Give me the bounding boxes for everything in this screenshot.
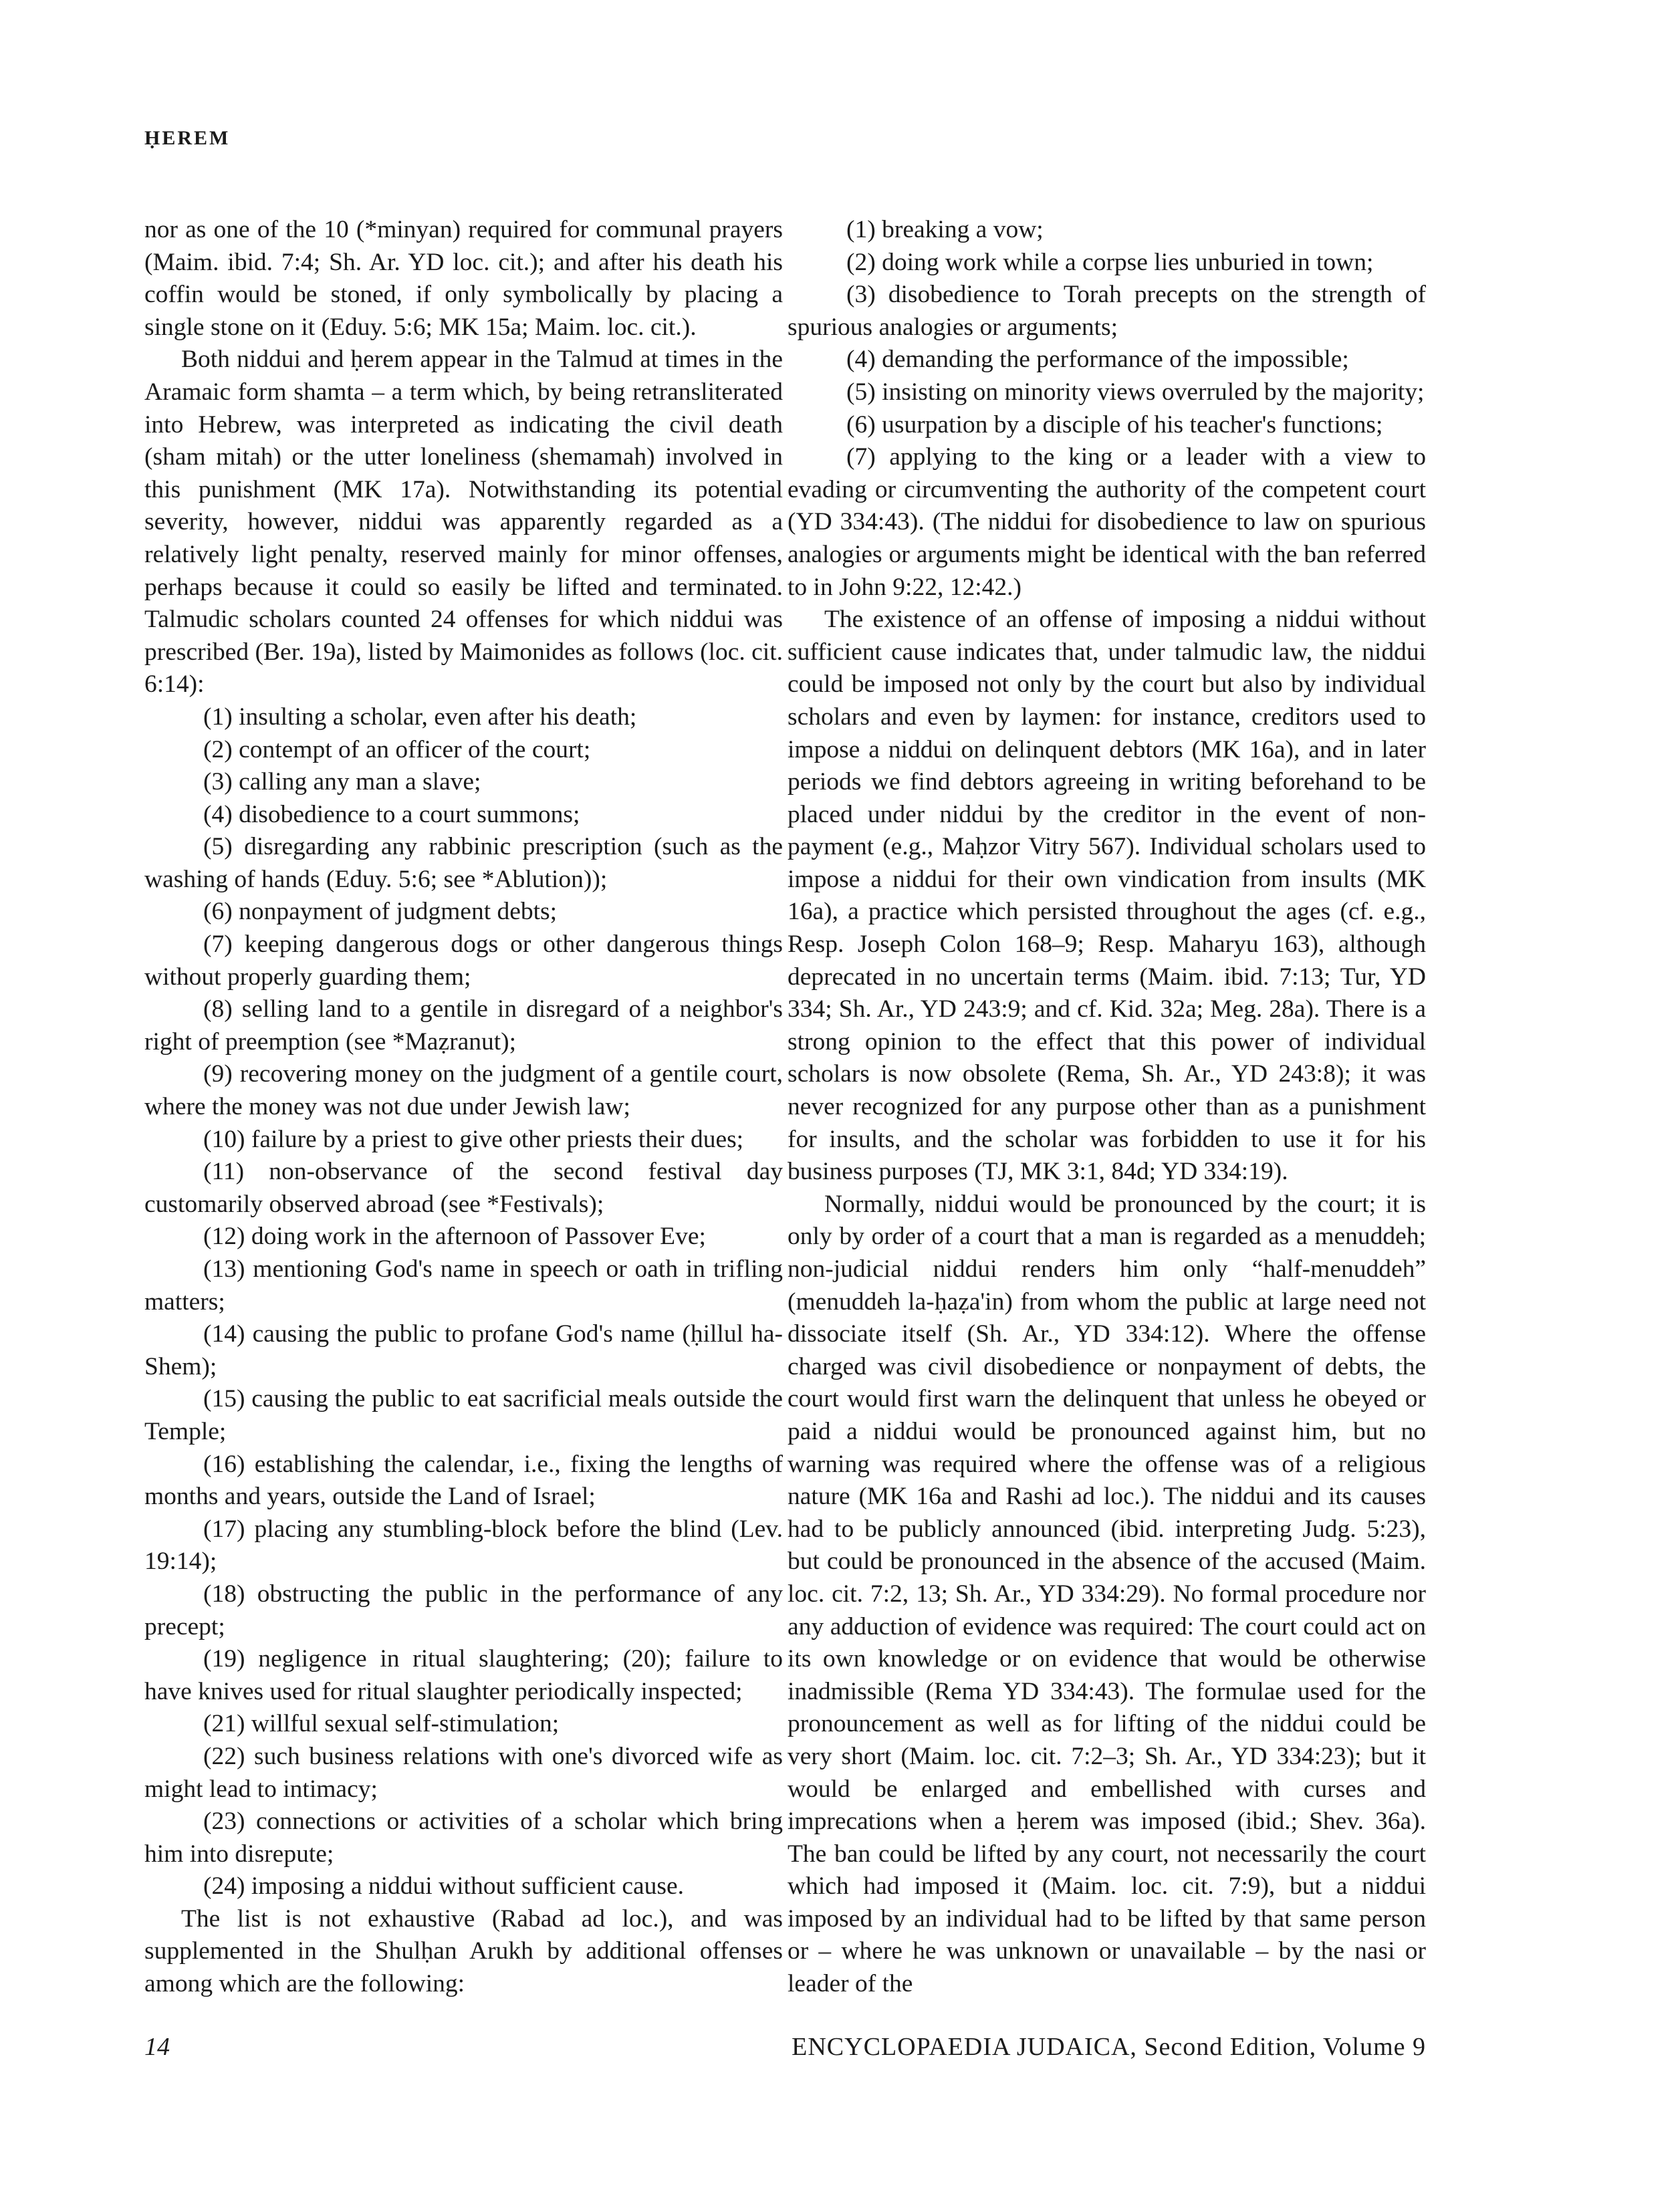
- paragraph: The existence of an offense of imposing a niddui without sufficient cause indicates that, under talmudic law, the niddui could be imposed not only by the court but also by individual scholars and even by laymen: for instance, creditors used to impose a niddui on delinquent debtors (MK 16a), and in later periods we find debtors agreeing in writing beforehand to be placed under niddui by the creditor in the event of non-payment (e.g., Maḥzor Vitry 567). Individual scholars used to impose a niddui for their own vindication from insults (MK 16a), a practice which persisted throughout the ages (cf. e.g., Resp. Joseph Colon 168–9; Resp. Maharyu 163), although deprecated in no uncertain terms (Maim. ibid. 7:13; Tur, YD 334; Sh. Ar., YD 243:9; and cf. Kid. 32a; Meg. 28a). There is a strong opinion to the effect that this power of individual scholars is now obsolete (Rema, Sh. Ar., YD 243:8); it was never recognized for any purpose other than as a punishment for insults, and the scholar was forbidden to use it for his business purposes (TJ, MK 3:1, 84d; YD 334:19).: [788, 606, 1426, 1186]
- paragraph: Both niddui and ḥerem appear in the Talmud at times in the Aramaic form shamta – a term which, by being retransliterated into Hebrew, was interpreted as indicating the civil death (sham mitah) or the utter loneliness (shemamah) involved in this punishment (MK 17a). Notwithstanding its potential severity, however, niddui was apparently regarded as a relatively light penalty, reserved mainly for minor offenses, perhaps because it could so easily be lifted and terminated. Talmudic scholars counted 24 offenses for which niddui was prescribed (Ber. 19a), listed by Maimonides as follows (loc. cit. 6:14):: [144, 346, 783, 699]
- running-head: ḤEREM: [144, 127, 231, 149]
- left-column: [144, 214, 783, 2001]
- list-item: (9) recovering money on the judgment of a gentile court, where the money was not due under Jewish law;: [144, 1060, 783, 1121]
- list-item: (6) nonpayment of judgment debts;: [203, 898, 558, 926]
- list-item: (16) establishing the calendar, i.e., fixing the lengths of months and years, outside the Land of Israel;: [144, 1450, 783, 1511]
- list-item: (22) such business relations with one's divorced wife as might lead to intimacy;: [144, 1742, 783, 1803]
- list-item: (3) calling any man a slave;: [203, 768, 481, 796]
- list-item: (13) mentioning God's name in speech or oath in trifling matters;: [144, 1255, 783, 1316]
- list-item: (17) placing any stumbling-block before the blind (Lev. 19:14);: [144, 1515, 783, 1576]
- list-item: (19) negligence in ritual slaughtering; (20); failure to have knives used for ritual slaughter periodically inspected;: [144, 1645, 783, 1705]
- list-item: (6) usurpation by a disciple of his teacher's functions;: [846, 410, 1383, 439]
- list-item: (14) causing the public to profane God's name (ḥillul ha-Shem);: [144, 1320, 783, 1380]
- list-item: (11) non-observance of the second festival day customarily observed abroad (see *Festivals);: [144, 1158, 783, 1218]
- list-item: (4) demanding the performance of the impossible;: [846, 346, 1349, 374]
- list-item: (18) obstructing the public in the performance of any precept;: [144, 1580, 783, 1640]
- list-item: (23) connections or activities of a scholar which bring him into disrepute;: [144, 1808, 783, 1868]
- list-item: (7) applying to the king or a leader with a view to evading or circumventing the authority of the competent court (YD 334:43). (The niddui for disobedience to law on spurious analogies or arguments might be identical with the ban referred to in John 9:22, 12:42.): [788, 443, 1426, 601]
- list-item: (15) causing the public to eat sacrificial meals outside the Temple;: [144, 1385, 783, 1445]
- list-item: (5) insisting on minority views overruled by the majority;: [846, 378, 1425, 406]
- list-item: (21) willful sexual self-stimulation;: [203, 1710, 560, 1738]
- list-item: (7) keeping dangerous dogs or other dangerous things without properly guarding them;: [144, 931, 783, 991]
- list-item: (2) doing work while a corpse lies unburied in town;: [846, 248, 1374, 276]
- list-item: (1) breaking a vow;: [846, 216, 1044, 243]
- list-item: (10) failure by a priest to give other priests their dues;: [203, 1125, 744, 1153]
- paragraph: The list is not exhaustive (Rabad ad loc.), and was supplemented in the Shulḥan Arukh by additional offenses among which are the following:: [144, 1905, 783, 1998]
- list-item: (8) selling land to a gentile in disregard of a neighbor's right of preemption (see *Maẓranut);: [144, 995, 783, 1056]
- list-item: (1) insulting a scholar, even after his death;: [203, 703, 637, 731]
- publication-title: ENCYCLOPAEDIA JUDAICA, Second Edition, Volume 9: [792, 2033, 1426, 2061]
- list-item: (12) doing work in the afternoon of Passover Eve;: [203, 1223, 706, 1251]
- list-item: (2) contempt of an officer of the court;: [203, 735, 591, 763]
- page-number: 14: [144, 2033, 170, 2061]
- paragraph: Normally, niddui would be pronounced by the court; it is only by order of a court that a man is regarded as a menuddeh; non-judicial niddui renders him only “half-menuddeh” (menuddeh la-ḥaẓa'in) from whom the public at large need not dissociate itself (Sh. Ar., YD 334:12). Where the offense charged was civil disobedience or nonpayment of debts, the court would first warn the delinquent that unless he obeyed or paid a niddui would be pronounced against him, but no warning was required where the offense was of a religious nature (MK 16a and Rashi ad loc.). The niddui and its causes had to be publicly announced (ibid. interpreting Judg. 5:23), but could be pronounced in the absence of the accused (Maim. loc. cit. 7:2, 13; Sh. Ar., YD 334:29). No formal procedure nor any adduction of evidence was required: The court could act on its own knowledge or on evidence that would be otherwise inadmissible (Rema YD 334:43). The formulae used for the pronouncement as well as for lifting of the niddui could be very short (Maim. loc. cit. 7:2–3; Sh. Ar., YD 334:23); but it would be enlarged and embellished with curses and imprecations when a ḥerem was imposed (ibid.; Shev. 36a). The ban could be lifted by any court, not necessarily the court which had imposed it (Maim. loc. cit. 7:9), but a niddui imposed by an individual had to be lifted by that same person or – where he was unknown or unavailable – by the nasi or leader of the: [788, 1190, 1426, 1998]
- list-item: (3) disobedience to Torah precepts on the strength of spurious analogies or arguments;: [788, 281, 1426, 341]
- paragraph: nor as one of the 10 (*minyan) required for communal prayers (Maim. ibid. 7:4; Sh. Ar. YD loc. cit.); and after his death his coffin would be stoned, if only symbolically by placing a single stone on it (Eduy. 5:6; MK 15a; Maim. loc. cit.).: [144, 216, 783, 341]
- list-item: (24) imposing a niddui without sufficient cause.: [203, 1872, 684, 1901]
- list-item: (4) disobedience to a court summons;: [203, 800, 580, 828]
- right-column: [788, 214, 1426, 2001]
- list-item: (5) disregarding any rabbinic prescription (such as the washing of hands (Eduy. 5:6; see *Ablution));: [144, 833, 783, 893]
